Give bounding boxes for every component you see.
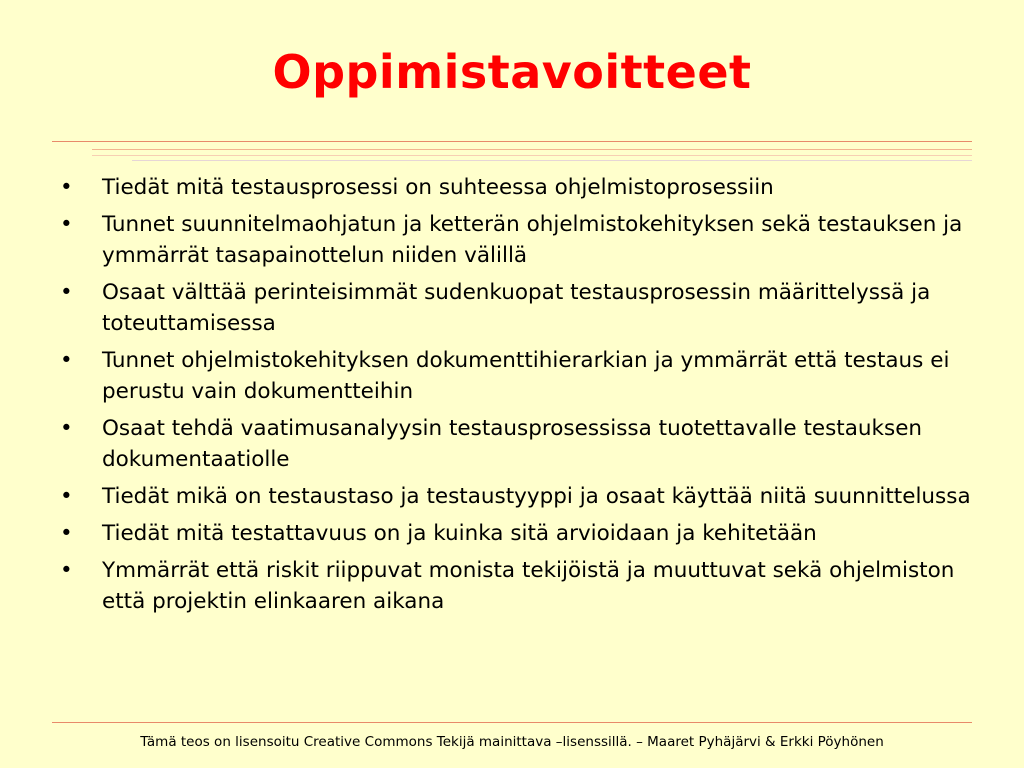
bullet-icon: •: [60, 280, 73, 305]
bullet-icon: •: [60, 416, 73, 441]
list-item-text: Osaat tehdä vaatimusanalyysin testausprosessissa tuotettavalle testauksen dokumentaatiolle: [102, 416, 923, 472]
list-item-text: Tiedät mikä on testaustaso ja testaustyyppi ja osaat käyttää niitä suunnittelussa: [102, 484, 971, 509]
title-divider-line: [92, 149, 972, 150]
list-item-text: Tiedät mitä testausprosessi on suhteessa ohjelmistoprosessiin: [102, 175, 774, 200]
list-item-text: Tiedät mitä testattavuus on ja kuinka sitä arvioidaan ja kehitetään: [102, 521, 817, 546]
title-divider-line: [132, 160, 972, 161]
list-item-text: Tunnet ohjelmistokehityksen dokumenttihierarkian ja ymmärrät että testaus ei perustu vain dokumentteihin: [102, 348, 950, 404]
learning-objectives-list: [58, 172, 988, 623]
list-item-text: Tunnet suunnitelmaohjatun ja ketterän ohjelmistokehityksen sekä testauksen ja ymmärrät tasapainottelun niiden välillä: [102, 212, 963, 268]
bullet-icon: •: [60, 484, 73, 509]
bullet-icon: •: [60, 521, 73, 546]
list-item: [58, 555, 988, 617]
list-item: [58, 413, 988, 475]
list-item-text: Osaat välttää perinteisimmät sudenkuopat testausprosessin määrittelyssä ja toteuttamisessa: [102, 280, 931, 336]
bullet-icon: •: [60, 175, 73, 200]
list-item: [58, 345, 988, 407]
list-item: [58, 481, 988, 512]
footer-divider-line: [52, 722, 972, 723]
title-divider-line: [52, 141, 972, 142]
footer-license-text: Tämä teos on lisensoitu Creative Commons Tekijä mainittava –lisenssillä. – Maaret Pyhäjärvi & Erkki Pöyhönen: [140, 734, 884, 750]
list-item: [58, 172, 988, 203]
bullet-icon: •: [60, 348, 73, 373]
slide-title: Oppimistavoitteet: [272, 45, 752, 99]
list-item: [58, 518, 988, 549]
bullet-icon: •: [60, 212, 73, 237]
list-item: [58, 209, 988, 271]
bullet-icon: •: [60, 558, 73, 583]
title-divider-line: [92, 155, 972, 156]
list-item-text: Ymmärrät että riskit riippuvat monista tekijöistä ja muuttuvat sekä ohjelmiston että projektin elinkaaren aikana: [102, 558, 955, 614]
list-item: [58, 277, 988, 339]
